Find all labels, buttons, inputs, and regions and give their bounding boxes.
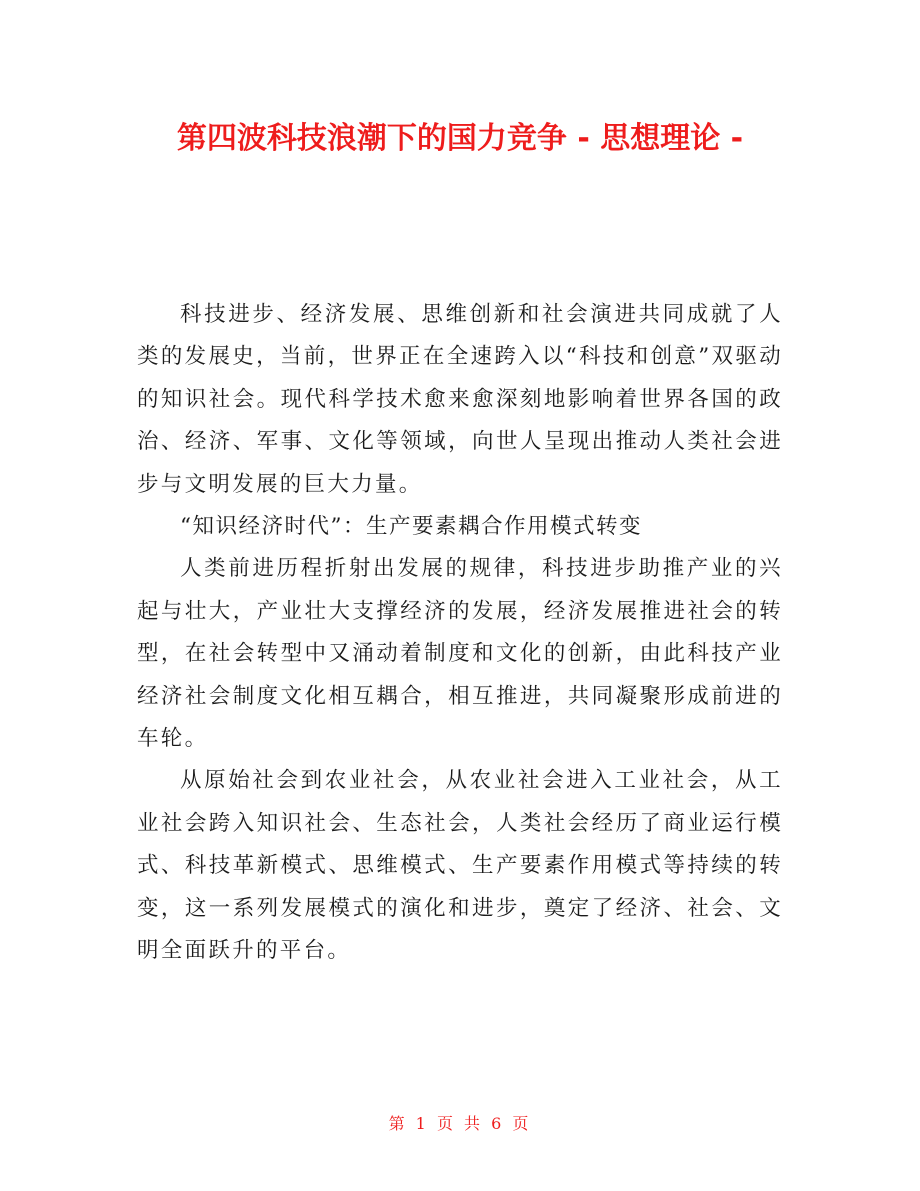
page-number-footer: 第 1 页 共 6 页 (388, 1114, 532, 1133)
body-paragraph-3: 从原始社会到农业社会，从农业社会进入工业社会，从工业社会跨入知识社会、生态社会，人类社会经历了商业运行模式、科技革新模式、思维模式、生产要素作用模式等持续的转变，这一系列发展模式的演化和进步，奠定了经济、社会、文明全面跃升的平台。 (137, 768, 783, 964)
document-title: 第四波科技浪潮下的国力竞争 - 思想理论 - (176, 121, 744, 156)
document-body (137, 294, 783, 973)
section-heading: “知识经济时代”：生产要素耦合作用模式转变 (180, 514, 642, 540)
body-paragraph-1: 科技进步、经济发展、思维创新和社会演进共同成就了人类的发展史，当前，世界正在全速跨入以“科技和创意”双驱动的知识社会。现代科学技术愈来愈深刻地影响着世界各国的政治、经济、军事、文化等领域，向世人呈现出推动人类社会进步与文明发展的巨大力量。 (137, 302, 783, 497)
body-paragraph-2: 人类前进历程折射出发展的规律，科技进步助推产业的兴起与壮大，产业壮大支撑经济的发展，经济发展推进社会的转型，在社会转型中又涌动着制度和文化的创新，由此科技产业经济社会制度文化相互耦合，相互推进，共同凝聚形成前进的车轮。 (137, 556, 783, 752)
